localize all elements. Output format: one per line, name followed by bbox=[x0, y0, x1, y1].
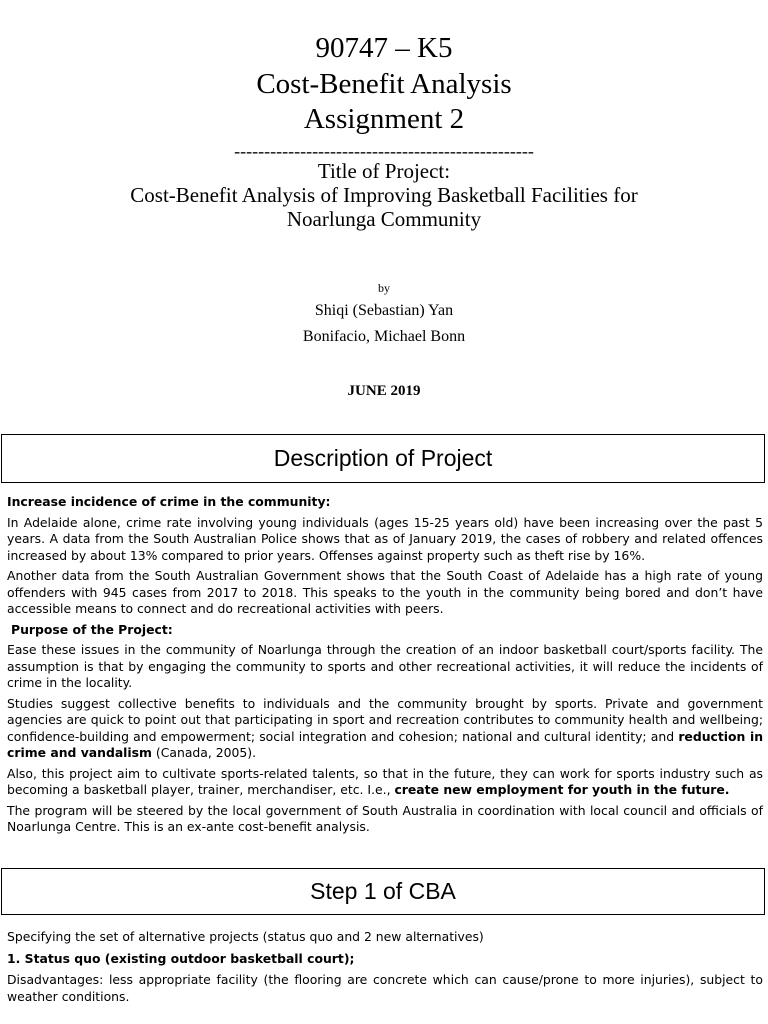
course-code: 90747 – K5 bbox=[315, 32, 453, 64]
crime-paragraph-2: Another data from the South Australian Government shows that the South Coast of Adelaide has a high rate of young offenders with 945 cases from 2017 to 2018. This speaks to the youth in the community being bored and don’t have accessible means to connect and do recreational activities with peers. bbox=[7, 568, 763, 616]
purpose-heading: Purpose of the Project: bbox=[11, 621, 173, 637]
project-title-line1: Cost-Benefit Analysis of Improving Basketball Facilities for bbox=[130, 183, 638, 207]
purpose-paragraph-3 bbox=[7, 766, 763, 799]
step1-body bbox=[7, 929, 763, 1009]
project-title-label: Title of Project: bbox=[317, 159, 451, 183]
description-body bbox=[7, 494, 763, 840]
status-quo-disadvantages: Disadvantages: less appropriate facility (the flooring are concrete which can cause/prone to more injuries), subject to weather conditions. bbox=[7, 972, 763, 1004]
employment-emphasis: create new employment for youth in the future. bbox=[394, 782, 730, 797]
step1-heading: Step 1 of CBA bbox=[1, 868, 765, 915]
step1-intro: Specifying the set of alternative projects (status quo and 2 new alternatives) bbox=[7, 929, 484, 944]
talent-text: Also, this project aim to cultivate sports-related talents, so that in the future, they can work for sports industry such as becoming a basketball player, trainer, merchandiser, etc. I.e., bbox=[7, 765, 763, 797]
by-label: by bbox=[378, 281, 390, 295]
purpose-paragraph-1: Ease these issues in the community of Noarlunga through the creation of an indoor basketball court/sports facility. The assumption is that by engaging the community to sports and other recreational activities, it will reduce the incidents of crime in the locality. bbox=[7, 642, 763, 690]
program-paragraph: The program will be steered by the local government of South Australia in coordination with local council and officials of Noarlunga Centre. This is an ex-ante cost-benefit analysis. bbox=[7, 802, 763, 834]
status-quo-heading: 1. Status quo (existing outdoor basketball court); bbox=[7, 950, 355, 966]
author-1: Shiqi (Sebastian) Yan bbox=[314, 302, 454, 319]
crime-reduction-emphasis: reduction in crime and vandalism bbox=[7, 728, 764, 760]
report-date: JUNE 2019 bbox=[347, 383, 421, 399]
description-heading: Description of Project bbox=[1, 434, 765, 483]
crime-paragraph-1: In Adelaide alone, crime rate involving young individuals (ages 15-25 years old) have been increasing over the past 5 years. A data from the South Australian Police shows that as of January 2019, the cases of robbery and related offences increased by about 13% compared to prior years. Offenses against property such as theft rise by 16%. bbox=[7, 514, 763, 563]
title-divider: -------------------------------------------------- bbox=[234, 141, 534, 161]
purpose-paragraph-2 bbox=[7, 696, 763, 762]
crime-heading: Increase incidence of crime in the community: bbox=[7, 494, 331, 509]
citation-text: (Canada, 2005). bbox=[151, 745, 257, 760]
project-title-line2: Noarlunga Community bbox=[286, 207, 482, 231]
author-2: Bonifacio, Michael Bonn bbox=[302, 328, 466, 345]
assignment-title: Assignment 2 bbox=[303, 103, 465, 135]
course-name: Cost-Benefit Analysis bbox=[256, 68, 512, 100]
studies-text: Studies suggest collective benefits to individuals and the community brought by sports. Private and government agencies are quick to point out that participating in sport and recreation contributes to community health and wellbeing; confidence-building and empowerment; social integration and cohesion; national and cultural identity; and bbox=[7, 695, 763, 744]
